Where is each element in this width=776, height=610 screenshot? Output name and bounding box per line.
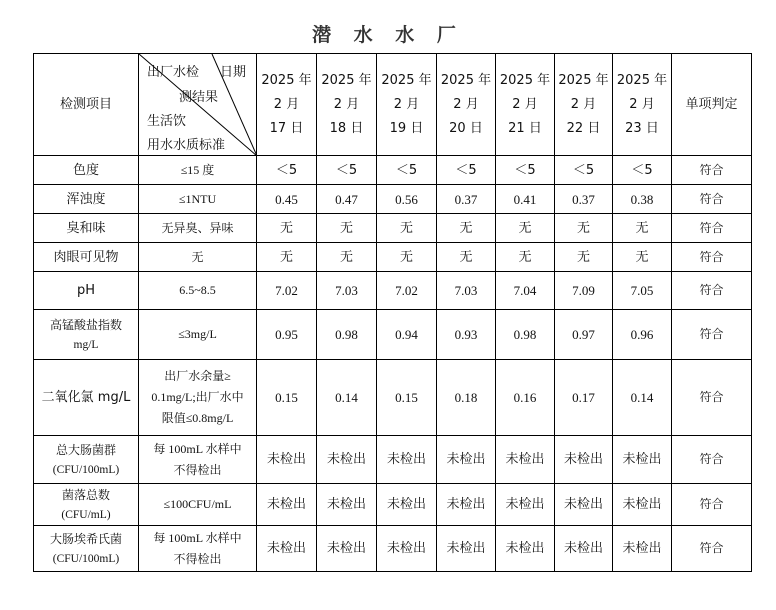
table-row	[34, 484, 752, 526]
value-cell: 无	[377, 243, 437, 272]
judge-cell: 符合	[672, 436, 752, 484]
standard-line: 无	[191, 249, 204, 264]
value-cell: 未检出	[437, 436, 496, 484]
value-cell: 未检出	[317, 436, 377, 484]
header-date-day: 18 日	[329, 120, 364, 136]
header-judge: 单项判定	[672, 54, 752, 156]
item-line: 高锰酸盐指数	[49, 317, 122, 332]
page-title: 潜 水 水 厂	[312, 24, 464, 46]
header-date-month: 2 月	[393, 96, 420, 112]
standard-cell	[139, 360, 257, 436]
item-line: 二氧化氯 mg/L	[41, 390, 131, 405]
diag-label-standard-2: 用水水质标准	[147, 138, 226, 153]
value-cell: 0.41	[496, 185, 555, 214]
value-cell: 未检出	[377, 526, 437, 572]
header-date	[317, 54, 377, 156]
item-cell	[34, 185, 139, 214]
value-cell: 7.02	[257, 272, 317, 310]
value-cell: 7.03	[437, 272, 496, 310]
standard-line: 0.1mg/L;出厂水中	[151, 390, 244, 404]
value-cell: 0.98	[317, 310, 377, 360]
standard-cell	[139, 185, 257, 214]
value-cell: 7.05	[613, 272, 672, 310]
item-line: mg/L	[73, 338, 99, 351]
value-cell: 未检出	[437, 484, 496, 526]
value-cell: 未检出	[317, 526, 377, 572]
item-cell	[34, 360, 139, 436]
value-cell: 7.03	[317, 272, 377, 310]
value-cell: 未检出	[613, 526, 672, 572]
header-date-day: 21 日	[508, 120, 542, 136]
value-cell: 无	[555, 214, 613, 243]
value-cell: 7.02	[377, 272, 437, 310]
header-date-month: 2 月	[512, 96, 538, 112]
header-date-year: 2025 年	[616, 72, 668, 88]
value-cell: 0.96	[613, 310, 672, 360]
value-cell: 无	[317, 214, 377, 243]
item-cell	[34, 484, 139, 526]
standard-line: 不得检出	[173, 462, 222, 477]
value-cell: 7.04	[496, 272, 555, 310]
value-cell: ＜5	[496, 156, 555, 185]
value-cell: 未检出	[496, 484, 555, 526]
standard-cell	[139, 243, 257, 272]
table-row	[34, 272, 752, 310]
value-cell: 0.18	[437, 360, 496, 436]
value-cell: 0.93	[437, 310, 496, 360]
value-cell: 无	[555, 243, 613, 272]
item-line: 肉眼可见物	[53, 249, 119, 265]
value-cell: 0.16	[496, 360, 555, 436]
diag-label-date: 日期	[219, 65, 246, 80]
value-cell: 无	[437, 214, 496, 243]
diag-label-result: 出厂水检	[147, 65, 200, 80]
header-date-month: 2 月	[273, 96, 300, 112]
header-date-month: 2 月	[629, 96, 655, 112]
judge-cell: 符合	[672, 272, 752, 310]
value-cell: 未检出	[613, 484, 672, 526]
standard-line: 每 100mL 水样中	[153, 530, 242, 545]
standard-cell	[139, 156, 257, 185]
header-date-day: 19 日	[389, 120, 424, 136]
item-line: (CFU/100mL)	[52, 463, 120, 476]
value-cell: 无	[257, 214, 317, 243]
table-row	[34, 360, 752, 436]
value-cell: 0.37	[555, 185, 613, 214]
standard-cell	[139, 526, 257, 572]
header-date-year: 2025 年	[381, 72, 432, 88]
header-date-day: 23 日	[625, 120, 659, 136]
value-cell: 无	[317, 243, 377, 272]
header-date-month: 2 月	[333, 96, 360, 112]
item-line: 大肠埃希氏菌	[49, 531, 122, 546]
value-cell: 未检出	[437, 526, 496, 572]
value-cell: 未检出	[377, 436, 437, 484]
standard-line: 不得检出	[173, 551, 222, 566]
header-item: 检测项目	[34, 54, 139, 156]
value-cell: 未检出	[257, 526, 317, 572]
value-cell: ＜5	[437, 156, 496, 185]
header-date-year: 2025 年	[261, 72, 312, 88]
judge-cell: 符合	[672, 310, 752, 360]
judge-cell: 符合	[672, 526, 752, 572]
table-row	[34, 243, 752, 272]
value-cell: 未检出	[496, 526, 555, 572]
judge-cell: 符合	[672, 243, 752, 272]
value-cell: ＜5	[613, 156, 672, 185]
item-line: 色度	[72, 162, 99, 178]
header-date-year: 2025 年	[499, 72, 551, 88]
item-line: (CFU/mL)	[61, 508, 111, 521]
value-cell: 无	[496, 214, 555, 243]
value-cell: 7.09	[555, 272, 613, 310]
value-cell: 0.14	[613, 360, 672, 436]
header-date	[613, 54, 672, 156]
value-cell: 0.98	[496, 310, 555, 360]
value-cell: 无	[496, 243, 555, 272]
header-date-day: 17 日	[269, 120, 304, 136]
table-row	[34, 156, 752, 185]
item-line: 浑浊度	[66, 191, 106, 207]
value-cell: 未检出	[377, 484, 437, 526]
header-date	[257, 54, 317, 156]
standard-line: 每 100mL 水样中	[153, 441, 242, 456]
table-row	[34, 526, 752, 572]
value-cell: 未检出	[257, 436, 317, 484]
value-cell: ＜5	[555, 156, 613, 185]
standard-cell	[139, 436, 257, 484]
judge-cell: 符合	[672, 185, 752, 214]
item-line: 总大肠菌群	[55, 442, 116, 457]
judge-cell: 符合	[672, 484, 752, 526]
judge-cell: 符合	[672, 214, 752, 243]
item-line: 菌落总数	[61, 487, 110, 502]
standard-line: ≤3mg/L	[178, 327, 217, 341]
value-cell: 未检出	[555, 436, 613, 484]
value-cell: 无	[613, 243, 672, 272]
standard-line: 6.5~8.5	[179, 283, 216, 297]
header-date-day: 20 日	[449, 120, 483, 136]
value-cell: ＜5	[377, 156, 437, 185]
header-row	[34, 54, 752, 156]
value-cell: 0.56	[377, 185, 437, 214]
standard-line: 出厂水余量≥	[164, 369, 231, 383]
value-cell: 0.95	[257, 310, 317, 360]
value-cell: 未检出	[257, 484, 317, 526]
value-cell: 未检出	[613, 436, 672, 484]
standard-cell	[139, 214, 257, 243]
item-line: (CFU/100mL)	[52, 552, 120, 565]
value-cell: 0.94	[377, 310, 437, 360]
item-cell	[34, 156, 139, 185]
value-cell: 0.14	[317, 360, 377, 436]
header-date-year: 2025 年	[558, 72, 609, 88]
value-cell: ＜5	[257, 156, 317, 185]
value-cell: 未检出	[317, 484, 377, 526]
item-cell	[34, 272, 139, 310]
header-date	[377, 54, 437, 156]
item-line: 臭和味	[66, 220, 106, 236]
header-date-year: 2025 年	[440, 72, 492, 88]
standard-cell	[139, 484, 257, 526]
header-diagonal-cell	[139, 54, 257, 156]
header-date-day: 22 日	[566, 120, 601, 136]
judge-cell: 符合	[672, 156, 752, 185]
header-date-month: 2 月	[570, 96, 597, 112]
standard-cell	[139, 272, 257, 310]
value-cell: 未检出	[555, 484, 613, 526]
table-row	[34, 185, 752, 214]
item-cell	[34, 214, 139, 243]
header-date-year: 2025 年	[321, 72, 372, 88]
water-quality-table	[33, 53, 752, 572]
header-date	[496, 54, 555, 156]
value-cell: 无	[437, 243, 496, 272]
value-cell: 0.38	[613, 185, 672, 214]
header-date	[555, 54, 613, 156]
standard-cell	[139, 310, 257, 360]
table-row	[34, 310, 752, 360]
value-cell: 未检出	[496, 436, 555, 484]
value-cell: 0.97	[555, 310, 613, 360]
value-cell: 0.17	[555, 360, 613, 436]
table-row	[34, 436, 752, 484]
value-cell: 0.47	[317, 185, 377, 214]
standard-line: ≤100CFU/mL	[163, 497, 232, 511]
value-cell: 0.15	[377, 360, 437, 436]
header-date	[437, 54, 496, 156]
header-date-month: 2 月	[453, 96, 479, 112]
standard-line: 无异臭、异味	[161, 220, 234, 235]
value-cell: 0.37	[437, 185, 496, 214]
item-cell	[34, 243, 139, 272]
value-cell: 无	[613, 214, 672, 243]
item-cell	[34, 526, 139, 572]
diag-label-result-2: 测结果	[179, 90, 219, 105]
table-row	[34, 214, 752, 243]
judge-cell: 符合	[672, 360, 752, 436]
standard-line: ≤15 度	[180, 162, 215, 177]
value-cell: 0.45	[257, 185, 317, 214]
value-cell: 未检出	[555, 526, 613, 572]
item-cell	[34, 436, 139, 484]
diag-label-standard: 生活饮	[147, 114, 187, 129]
item-cell	[34, 310, 139, 360]
standard-line: ≤1NTU	[178, 191, 217, 206]
value-cell: 无	[377, 214, 437, 243]
value-cell: 0.15	[257, 360, 317, 436]
value-cell: ＜5	[317, 156, 377, 185]
item-line: pH	[76, 283, 96, 298]
value-cell: 无	[257, 243, 317, 272]
standard-line: 限值≤0.8mg/L	[161, 411, 234, 425]
